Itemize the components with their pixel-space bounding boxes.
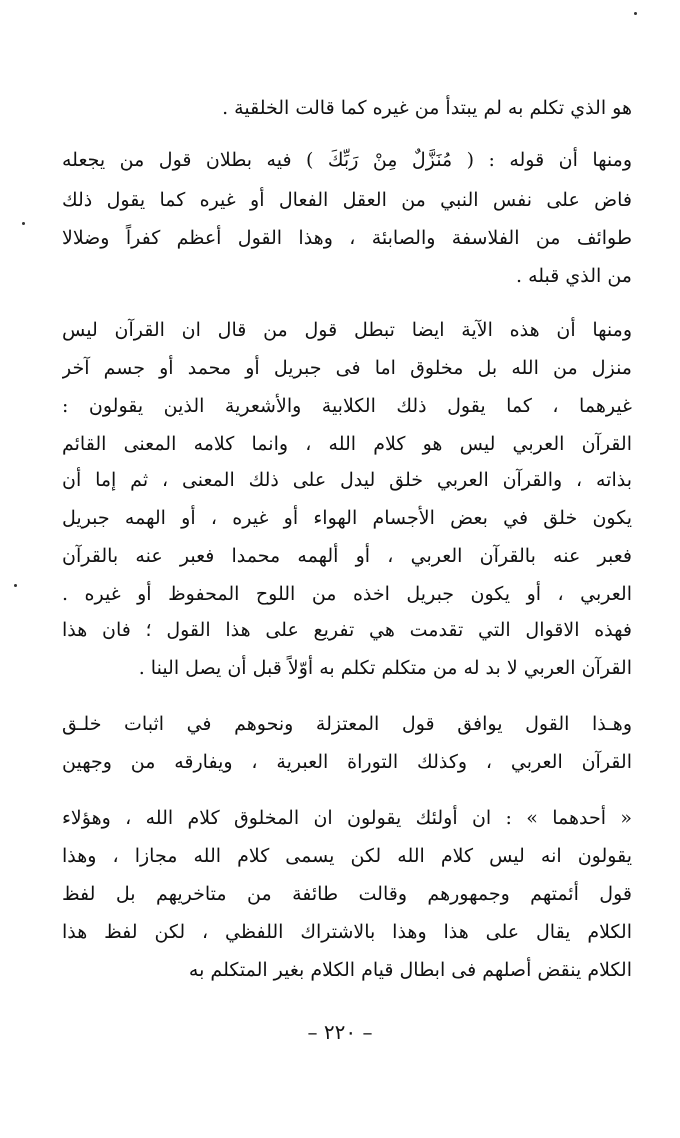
text-line: ومنها أن قوله : ( مُنَزَّلٌ مِنْ رَبِّكَ ) فيه بطلان قول من يجعله [62, 149, 632, 171]
text-line: فاض على نفس النبي من العقل الفعال أو غيره كما يقول ذلك [62, 189, 632, 211]
text-line: هو الذي تكلم به لم يبتدأ من غيره كما قالت الخلقية . [222, 97, 632, 119]
page-number: – ٢٢٠ – [307, 1020, 373, 1044]
text-line: القرآن العربي ليس هو كلام الله ، وانما كلامه المعنى القائم [62, 433, 632, 455]
text-line: ومنها أن هذه الآية ايضا تبطل قول من قال ان القرآن ليس [62, 319, 632, 341]
text-line: بذاته ، والقرآن العربي خلق ليدل على ذلك المعنى ، ثم إما أن [62, 469, 632, 491]
text-line: فعبر عنه بالقرآن العربي ، أو ألهمه محمدا فعبر عنه بالقرآن [62, 545, 632, 567]
scan-speck [14, 584, 17, 587]
text-line: « أحدهما » : ان أولئك يقولون ان المخلوق كلام الله ، وهؤلاء [62, 807, 632, 829]
text-line: القرآن العربي ، وكذلك التوراة العبرية ، ويفارقه من وجهين [62, 751, 632, 773]
text-line: الكلام ينقض أصلهم فى ابطال قيام الكلام بغير المتكلم به [188, 959, 632, 981]
text-line: قول أئمتهم وجمهورهم وقالت طائفة من متاخريهم بل لفظ [62, 883, 632, 905]
text-line: غيرهما ، كما يقول ذلك الكلابية والأشعرية الذين يقولون : [62, 395, 632, 417]
text-line: وهـذا القول يوافق قول المعتزلة ونحوهم في اثبات خلـق [62, 713, 632, 735]
text-line: القرآن العربي لا بد له من متكلم تكلم به أوّلاً قبل أن يصل الينا . [138, 657, 632, 679]
text-line: يكون خلق في بعض الأجسام الهواء أو غيره ، أو الهمه جبريل [62, 507, 632, 529]
text-line: الكلام يقال على هذا وهذا بالاشتراك اللفظي ، لكن لفظ هذا [62, 921, 632, 943]
text-line: يقولون انه ليس كلام الله لكن يسمى كلام الله مجازا ، وهذا [62, 845, 632, 867]
scan-speck [22, 222, 25, 225]
scan-speck [634, 12, 637, 15]
text-line: من الذي قبله . [515, 265, 632, 287]
text-line: منزل من الله بل مخلوق اما فى جبريل أو محمد أو جسم آخر [62, 357, 632, 379]
text-line: طوائف من الفلاسفة والصابئة ، وهذا القول أعظم كفراً وضلالا [62, 227, 632, 249]
text-line: العربي ، أو يكون جبريل اخذه من اللوح المحفوظ أو غيره . [62, 583, 632, 605]
text-line: فهذه الاقوال التي تقدمت هي تفريع على هذا القول ؛ فان هذا [62, 619, 632, 641]
